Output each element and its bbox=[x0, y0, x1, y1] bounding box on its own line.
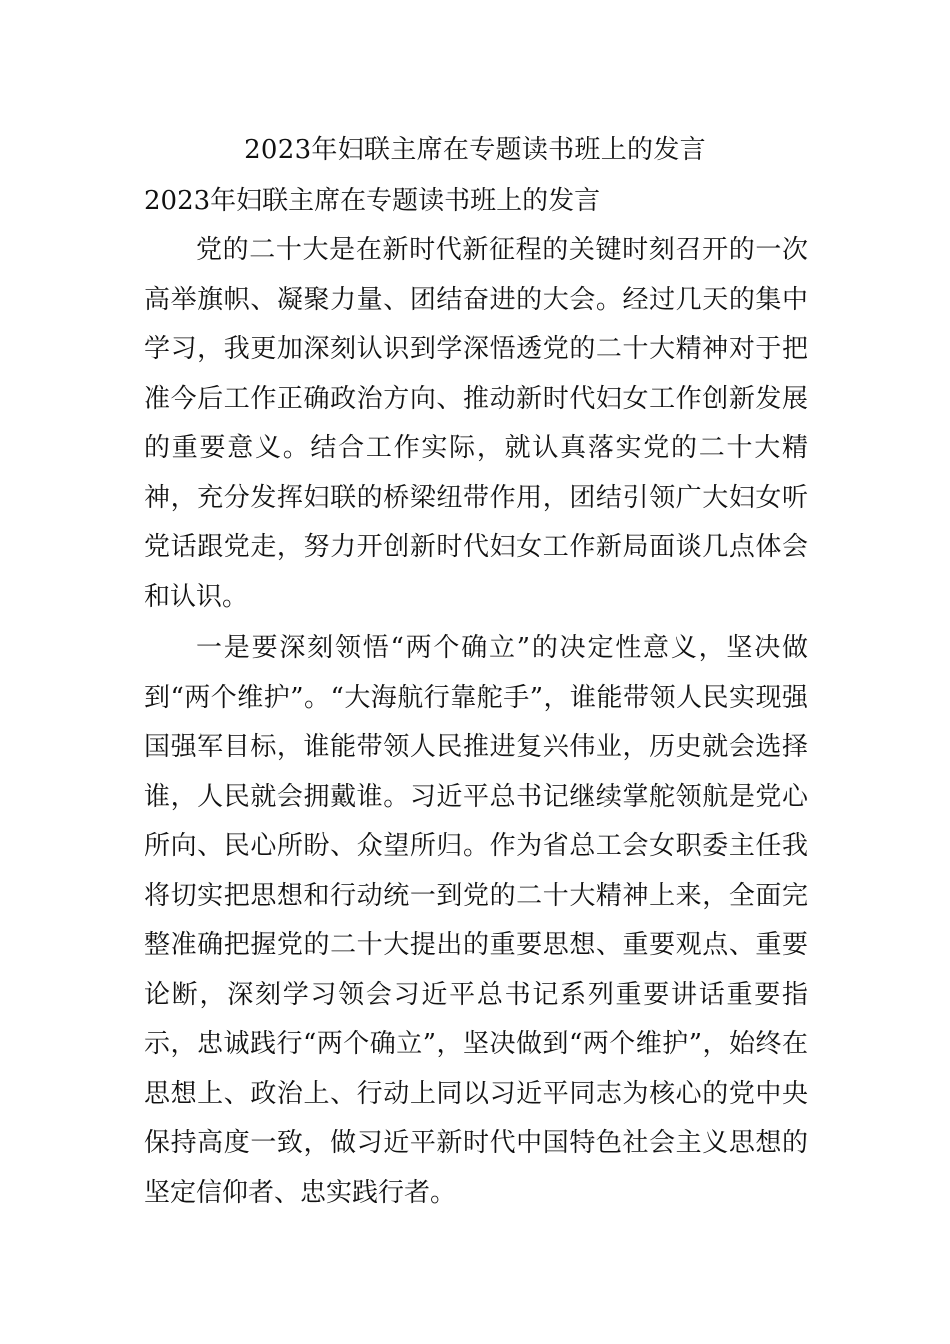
document-subtitle: 2023年妇联主席在专题读书班上的发言 bbox=[144, 186, 601, 216]
paragraph-intro: 党的二十大是在新时代新征程的关键时刻召开的一次高举旗帜、凝聚力量、团结奋进的大会。经过几天的集中学习，我更加深刻认识到学深悟透党的二十大精神对于把准今后工作正确政治方向、推动新时代妇女工作创新发展的重要意义。结合工作实际，就认真落实党的二十大精神，充分发挥妇联的桥梁纽带作用，团结引领广大妇女听党话跟党走，努力开创新时代妇女工作新局面谈几点体会和认识。 bbox=[144, 235, 808, 612]
paragraph-point-one: 一是要深刻领悟“两个确立”的决定性意义，坚决做到“两个维护”。“大海航行靠舵手”，谁能带领人民实现强国强军目标，谁能带领人民推进复兴伟业，历史就会选择谁，人民就会拥戴谁。习近平总书记继续掌舵领航是党心所向、民心所盼、众望所归。作为省总工会女职委主任我将切实把思想和行动统一到党的二十大精神上来，全面完整准确把握党的二十大提出的重要思想、重要观点、重要论断，深刻学习领会习近平总书记系列重要讲话重要指示，忠诚践行“两个确立”，坚决做到“两个维护”，始终在思想上、政治上、行动上同以习近平同志为核心的党中央保持高度一致，做习近平新时代中国特色社会主义思想的坚定信仰者、忠实践行者。 bbox=[144, 633, 808, 1208]
page-title: 2023年妇联主席在专题读书班上的发言 bbox=[244, 135, 706, 165]
